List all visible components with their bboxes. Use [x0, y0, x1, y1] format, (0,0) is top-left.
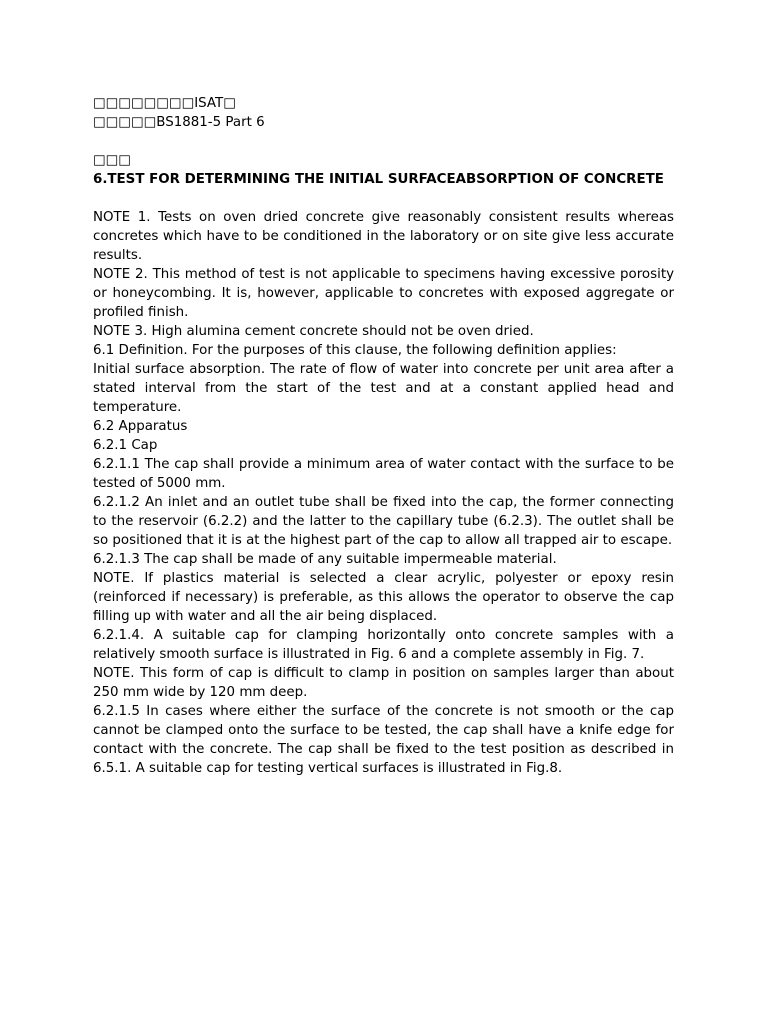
header-line-1: □□□□□□□□ISAT□ [93, 96, 236, 111]
header-line-3: □□□ [93, 153, 131, 168]
definition-paragraph: 6.1 Definition. For the purposes of this clause, the following definition applies: [93, 343, 617, 358]
apparatus-heading: 6.2 Apparatus [93, 419, 188, 434]
initial-surface-absorption-paragraph: Initial surface absorption. The rate of flow of water into concrete per unit area after a stated interval from the start of the test and at a constant applied head and temperature. [93, 362, 674, 415]
clause-6-2-1-5-paragraph: 6.2.1.5 In cases where either the surface of the concrete is not smooth or the cap cannot be clamped onto the surface to be tested, the cap shall have a knife edge for contact with the concrete. The cap shall be fixed to the test position as described in 6.5.1. A suitable cap for testing vertical surfaces is illustrated in Fig.8. [93, 704, 674, 776]
clause-6-2-1-3-paragraph: 6.2.1.3 The cap shall be made of any suitable impermeable material. [93, 552, 557, 567]
clamp-note-paragraph: NOTE. This form of cap is difficult to clamp in position on samples larger than about 250 mm wide by 120 mm deep. [93, 666, 674, 700]
clause-6-2-1-1-paragraph: 6.2.1.1 The cap shall provide a minimum area of water contact with the surface to be tested of 5000 mm. [93, 457, 674, 491]
note-2-paragraph: NOTE 2. This method of test is not applicable to specimens having excessive porosity or honeycombing. It is, however, applicable to concretes with exposed aggregate or profiled finish. [93, 267, 674, 320]
clause-6-2-1-2-paragraph: 6.2.1.2 An inlet and an outlet tube shall be fixed into the cap, the former connecting to the reservoir (6.2.2) and the latter to the capillary tube (6.2.3). The outlet shall be so positioned that it is at the highest part of the cap to allow all trapped air to escape. [93, 495, 674, 548]
note-1-paragraph: NOTE 1. Tests on oven dried concrete give reasonably consistent results whereas concretes which have to be conditioned in the laboratory or on site give less accurate results. [93, 210, 674, 263]
blank-line [93, 189, 674, 208]
section-title: 6.TEST FOR DETERMINING THE INITIAL SURFACEABSORPTION OF CONCRETE [93, 172, 664, 187]
document-page [93, 94, 674, 778]
cap-heading: 6.2.1 Cap [93, 438, 158, 453]
clause-6-2-1-4-paragraph: 6.2.1.4. A suitable cap for clamping horizontally onto concrete samples with a relatively smooth surface is illustrated in Fig. 6 and a complete assembly in Fig. 7. [93, 628, 674, 662]
plastics-note-paragraph: NOTE. If plastics material is selected a clear acrylic, polyester or epoxy resin (reinforced if necessary) is preferable, as this allows the operator to observe the cap filling up with water and all the air being displaced. [93, 571, 674, 624]
blank-line [93, 132, 674, 151]
header-line-2: □□□□□BS1881-5 Part 6 [93, 115, 265, 130]
note-3-paragraph: NOTE 3. High alumina cement concrete should not be oven dried. [93, 324, 534, 339]
